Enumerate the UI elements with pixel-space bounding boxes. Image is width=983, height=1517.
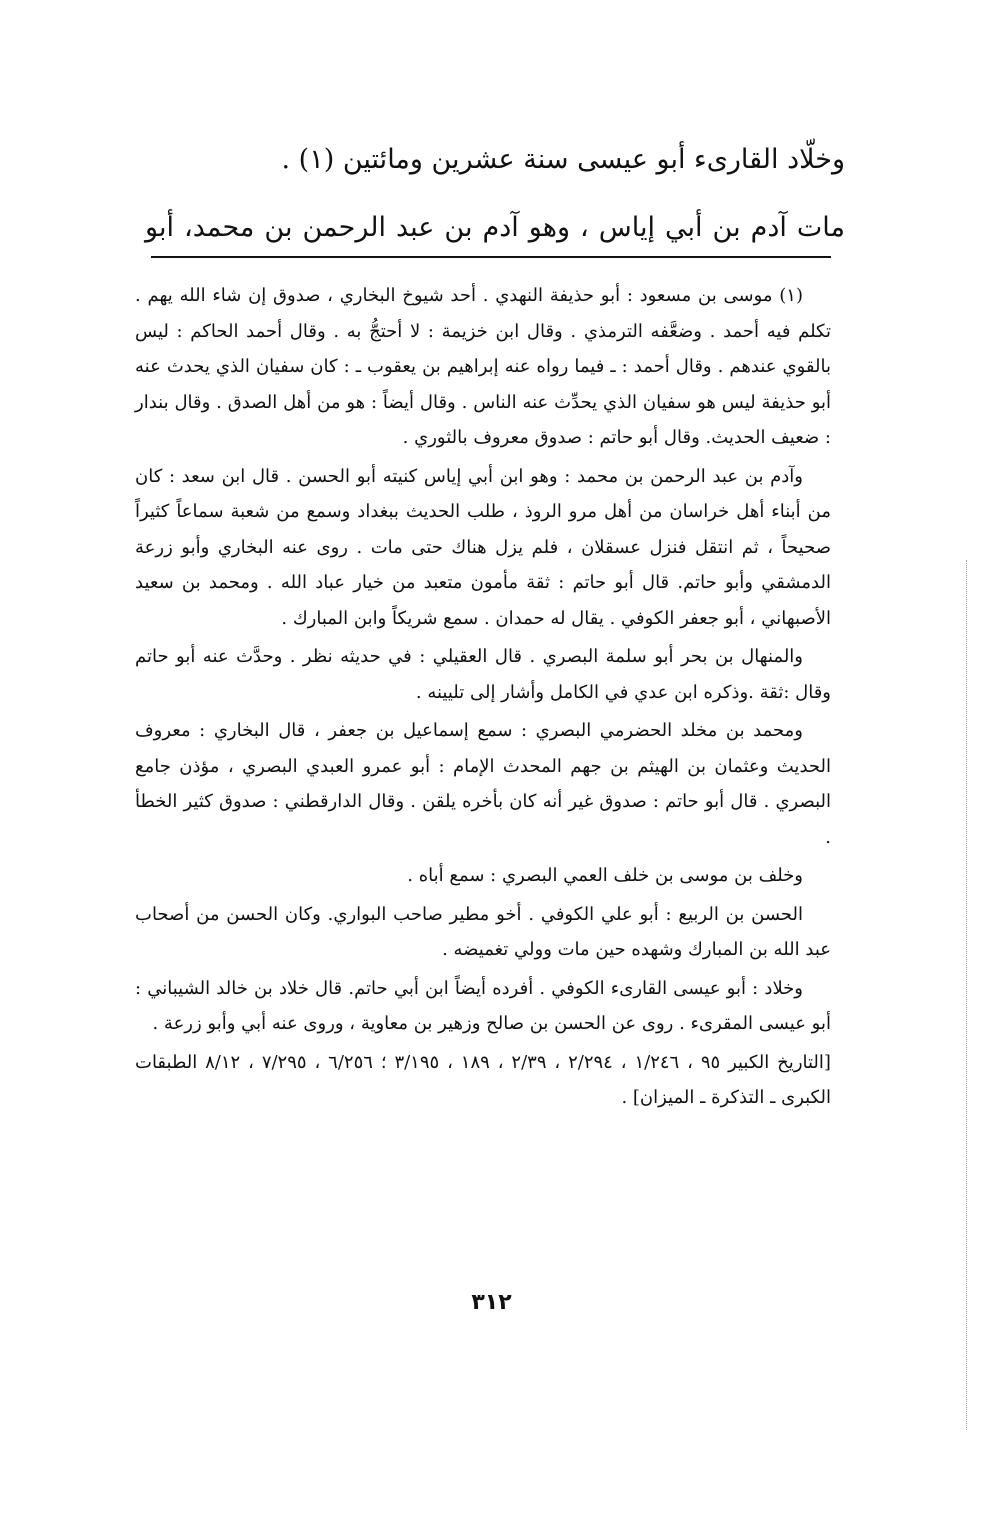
main-text-line-2: مات آدم بن أبي إياس ، وهو آدم بن عبد الرحمن بن محمد، أبو — [145, 212, 845, 243]
footnote-paragraph: (١) موسى بن مسعود : أبو حذيفة النهدي . أحد شيوخ البخاري ، صدوق إن شاء الله يهم . تكلم فيه أحمد . وضعَّفه الترمذي . وقال ابن خزيمة : لا أحتجُّ به . وقال أحمد الحاكم : ليس بالقوي عندهم . وقال أحمد : ـ فيما رواه عنه إبراهيم بن يعقوب ـ : كان سفيان الذي يحدث عنه أبو حذيفة ليس هو سفيان الذي يحدِّث عنه الناس . وقال أيضاً : هو من أهل الصدق . وقال بندار : ضعيف الحديث. وقال أبو حاتم : صدوق معروف بالثوري . — [135, 285, 831, 448]
main-text-line-1: وخلّاد القارىء أبو عيسى سنة عشرين ومائتين (١) . — [281, 144, 845, 175]
footnote-paragraph: ومحمد بن مخلد الحضرمي البصري : سمع إسماعيل بن جعفر ، قال البخاري : معروف الحديث وعثمان بن الهيثم بن جهم المحدث الإمام : أبو عمرو العبدي البصري ، مؤذن جامع البصري . قال أبو حاتم : صدوق غير أنه كان بأخره يلقن . وقال الدارقطني : صدوق كثير الخطأ . — [135, 720, 831, 848]
footnote-paragraph: والمنهال بن بحر أبو سلمة البصري . قال العقيلي : في حديثه نظر . وحدَّث عنه أبو حاتم وقال :ثقة .وذكره ابن عدي في الكامل وأشار إلى تليينه . — [135, 646, 831, 703]
footnotes — [135, 278, 831, 1119]
page-number: ٣١٢ — [471, 1290, 512, 1315]
footnote-paragraph: وآدم بن عبد الرحمن بن محمد : وهو ابن أبي إياس كنيته أبو الحسن . قال ابن سعد : كان من أبناء أهل خراسان من أهل مرو الروذ ، طلب الحديث ببغداد وسمع من شعبة سماعاً كثيراً صحيحاً ، ثم انتقل فنزل عسقلان ، فلم يزل هناك حتى مات . روى عنه البخاري وأبو زرعة الدمشقي وأبو حاتم. قال أبو حاتم : ثقة مأمون متعبد من خيار عباد الله . ومحمد بن سعيد الأصبهاني ، أبو جعفر الكوفي . يقال له حمدان . سمع شريكاً وابن المبارك . — [135, 465, 831, 629]
footnote-paragraph: وخلف بن موسى بن خلف العمي البصري : سمع أباه . — [407, 865, 803, 886]
footnote-paragraph: وخلاد : أبو عيسى القارىء الكوفي . أفرده أيضاً ابن أبي حاتم. قال خلاد بن خالد الشيباني : أبو عيسى المقرىء . روى عن الحسن بن صالح وزهير بن معاوية ، وروى عنه أبي وأبو زرعة . — [135, 977, 831, 1034]
footnote-separator — [151, 256, 831, 258]
sources-citation: [التاريخ الكبير ٩٥ ، ١/٢٤٦ ، ٢/٢٩٤ ، ٢/٣٩ ، ١٨٩ ، ٣/١٩٥ ؛ ٦/٢٥٦ ، ٧/٢٩٥ ، ٨/١٢ الطبقات الكبرى ـ التذكرة ـ الميزان] . — [135, 1051, 831, 1108]
footnote-paragraph: الحسن بن الربيع : أبو علي الكوفي . أخو مطير صاحب البواري. وكان الحسن من أصحاب عبد الله بن المبارك وشهده حين مات وولي تغميضه . — [135, 903, 831, 960]
